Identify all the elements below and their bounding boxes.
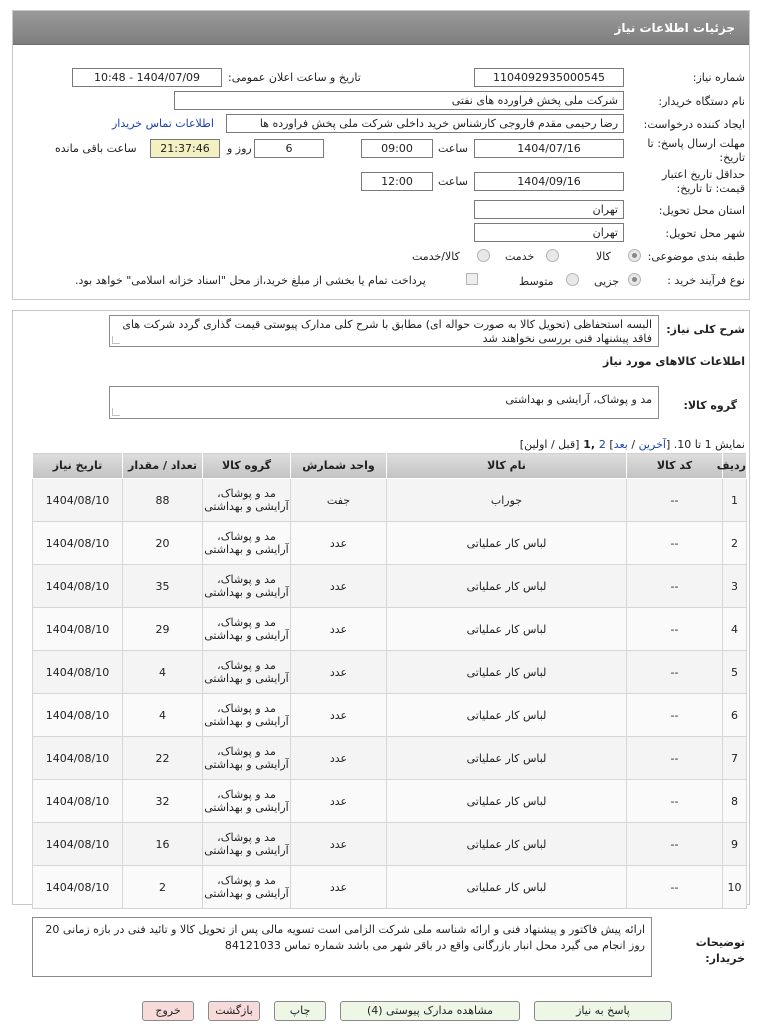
process-label: نوع فرآیند خرید : (667, 274, 745, 287)
category-option-both: کالا/خدمت (412, 250, 460, 263)
cell-item-name: لباس کار عملیاتی (387, 737, 627, 780)
cell-group: مد و پوشاک، آرایشی و بهداشتی (203, 823, 291, 866)
validity-label-2: قیمت: تا تاریخ: (676, 182, 745, 195)
cell-item-code: -- (627, 694, 723, 737)
table-row[interactable] (33, 565, 747, 608)
table-row[interactable] (33, 823, 747, 866)
deadline-date-field[interactable]: 1404/07/16 (474, 139, 624, 158)
time-remaining-field[interactable]: 21:37:46 (150, 139, 220, 158)
city-field[interactable]: تهران (474, 223, 624, 242)
back-button[interactable]: بازگشت (208, 1001, 260, 1021)
cell-item-name: لباس کار عملیاتی (387, 866, 627, 909)
view-attachments-button[interactable]: مشاهده مدارک پیوستی (4) (340, 1001, 520, 1021)
validity-label-1: حداقل تاریخ اعتبار (661, 168, 745, 181)
table-row[interactable] (33, 737, 747, 780)
column-header-group[interactable]: گروه کالا (203, 453, 291, 479)
cell-need-date: 1404/08/10 (33, 780, 123, 823)
pager-prefix: نمایش 1 تا 10. [ (665, 438, 745, 451)
cell-quantity: 4 (123, 694, 203, 737)
cell-group: مد و پوشاک، آرایشی و بهداشتی (203, 651, 291, 694)
table-row[interactable] (33, 608, 747, 651)
cell-row-number: 6 (723, 694, 747, 737)
creator-field[interactable]: رضا رحیمی مقدم فاروجی کارشناس خرید داخلی شرکت ملی پخش فراورده ها (226, 114, 624, 133)
cell-unit: عدد (291, 780, 387, 823)
cell-unit: عدد (291, 522, 387, 565)
category-radio-both[interactable] (477, 249, 490, 262)
validity-date-field[interactable]: 1404/09/16 (474, 172, 624, 191)
goods-info-title: اطلاعات کالاهای مورد نیاز (603, 355, 745, 368)
pager-mid: ] (605, 438, 614, 451)
cell-row-number: 9 (723, 823, 747, 866)
cell-quantity: 88 (123, 479, 203, 522)
deadline-label-1: مهلت ارسال پاسخ: تا (647, 137, 745, 150)
table-row[interactable] (33, 651, 747, 694)
cell-item-code: -- (627, 608, 723, 651)
column-header-row-number[interactable]: ردیف (723, 453, 747, 479)
cell-item-code: -- (627, 737, 723, 780)
buyer-notes-text: ارائه پیش فاکتور و پیشنهاد فنی و ارائه شناسه ملی شرکت الزامی است تسویه مالی پس از تحویل کالا و تائید فنی در بازه زمانی 20 روز انجام می گیرد محل انبار بازرگانی واقع در باقر شهر می باشد شماره تماس 84121033 (45, 923, 645, 952)
pager (520, 438, 745, 451)
cell-group: مد و پوشاک، آرایشی و بهداشتی (203, 737, 291, 780)
cell-need-date: 1404/08/10 (33, 823, 123, 866)
category-option-goods: کالا (596, 250, 611, 263)
pager-last-link[interactable]: آخرین (638, 438, 666, 451)
cell-quantity: 2 (123, 866, 203, 909)
days-remaining-field[interactable]: 6 (254, 139, 324, 158)
cell-item-name: لباس کار عملیاتی (387, 780, 627, 823)
cell-quantity: 20 (123, 522, 203, 565)
goods-group-textarea[interactable] (109, 386, 659, 419)
table-row[interactable] (33, 694, 747, 737)
cell-need-date: 1404/08/10 (33, 866, 123, 909)
cell-unit: عدد (291, 823, 387, 866)
cell-need-date: 1404/08/10 (33, 608, 123, 651)
pager-suffix: [قبل / اولین] (519, 438, 580, 451)
treasury-payment-checkbox[interactable] (466, 273, 478, 285)
process-option-minor: جزیی (594, 275, 620, 288)
process-radio-minor[interactable] (628, 273, 641, 286)
cell-need-date: 1404/08/10 (33, 479, 123, 522)
validity-time-field[interactable]: 12:00 (361, 172, 433, 191)
table-row[interactable] (33, 522, 747, 565)
cell-quantity: 29 (123, 608, 203, 651)
column-header-item-code[interactable]: کد کالا (627, 453, 723, 479)
time-remaining-label: ساعت باقی مانده (55, 142, 137, 155)
cell-row-number: 7 (723, 737, 747, 780)
print-button[interactable]: چاپ (274, 1001, 326, 1021)
pager-sep: / (627, 438, 639, 451)
pager-page-2-link[interactable]: 2 (598, 438, 606, 451)
cell-unit: عدد (291, 608, 387, 651)
announce-date-field[interactable]: 1404/07/09 - 10:48 (72, 68, 222, 87)
cell-item-code: -- (627, 780, 723, 823)
cell-quantity: 22 (123, 737, 203, 780)
cell-need-date: 1404/08/10 (33, 651, 123, 694)
cell-unit: عدد (291, 737, 387, 780)
cell-item-name: لباس کار عملیاتی (387, 608, 627, 651)
deadline-time-label: ساعت (438, 142, 468, 155)
cell-group: مد و پوشاک، آرایشی و بهداشتی (203, 565, 291, 608)
treasury-payment-note: پرداخت تمام یا بخشی از مبلغ خرید،از محل "اسناد خزانه اسلامی" خواهد بود. (75, 274, 426, 287)
goods-group-text: مد و پوشاک، آرایشی و بهداشتی (505, 393, 652, 406)
buyer-notes-label-1: توضیحات (695, 936, 745, 949)
need-number-label: شماره نیاز: (692, 71, 745, 84)
cell-row-number: 3 (723, 565, 747, 608)
cell-item-name: لباس کار عملیاتی (387, 694, 627, 737)
cell-unit: عدد (291, 866, 387, 909)
cell-group: مد و پوشاک، آرایشی و بهداشتی (203, 608, 291, 651)
category-option-service: خدمت (505, 250, 535, 263)
cell-row-number: 1 (723, 479, 747, 522)
cell-row-number: 2 (723, 522, 747, 565)
cell-unit: عدد (291, 694, 387, 737)
buyer-org-field[interactable]: شرکت ملی پخش فراورده های نفتی (174, 91, 624, 110)
cell-need-date: 1404/08/10 (33, 565, 123, 608)
column-header-need-date[interactable]: تاریخ نیاز (33, 453, 123, 479)
cell-item-code: -- (627, 823, 723, 866)
cell-need-date: 1404/08/10 (33, 522, 123, 565)
cell-row-number: 5 (723, 651, 747, 694)
cell-item-name: جوراب (387, 479, 627, 522)
cell-quantity: 4 (123, 651, 203, 694)
cell-quantity: 16 (123, 823, 203, 866)
cell-group: مد و پوشاک، آرایشی و بهداشتی (203, 780, 291, 823)
table-row[interactable] (33, 780, 747, 823)
summary-label: شرح کلی نیاز: (666, 323, 745, 336)
column-header-quantity[interactable]: تعداد / مقدار (123, 453, 203, 479)
goods-table (32, 452, 747, 909)
buyer-notes-textarea[interactable] (32, 917, 652, 977)
days-label: روز و (227, 142, 252, 155)
table-header-row (33, 453, 747, 479)
cell-unit: جفت (291, 479, 387, 522)
cell-need-date: 1404/08/10 (33, 737, 123, 780)
buyer-contact-link[interactable]: اطلاعات تماس خریدار (112, 117, 214, 130)
cell-group: مد و پوشاک، آرایشی و بهداشتی (203, 522, 291, 565)
pager-current-page: ,1 (579, 438, 599, 451)
cell-item-name: لباس کار عملیاتی (387, 522, 627, 565)
buyer-notes-label-2: خریدار: (705, 952, 745, 965)
cell-item-name: لباس کار عملیاتی (387, 823, 627, 866)
cell-item-code: -- (627, 479, 723, 522)
cell-need-date: 1404/08/10 (33, 694, 123, 737)
cell-item-code: -- (627, 565, 723, 608)
goods-group-label: گروه کالا: (683, 399, 737, 412)
cell-item-name: لباس کار عملیاتی (387, 565, 627, 608)
summary-textarea[interactable] (109, 315, 659, 347)
cell-group: مد و پوشاک، آرایشی و بهداشتی (203, 866, 291, 909)
cell-quantity: 32 (123, 780, 203, 823)
column-header-item-name[interactable]: نام کالا (387, 453, 627, 479)
exit-button[interactable]: خروج (142, 1001, 194, 1021)
category-label: طبقه بندی موضوعی: (647, 250, 745, 263)
creator-label: ایجاد کننده درخواست: (643, 118, 745, 131)
cell-row-number: 4 (723, 608, 747, 651)
buyer-org-label: نام دستگاه خریدار: (658, 95, 745, 108)
cell-row-number: 10 (723, 866, 747, 909)
category-radio-goods[interactable] (628, 249, 641, 262)
column-header-unit[interactable]: واحد شمارش (291, 453, 387, 479)
resize-handle-icon[interactable] (112, 336, 120, 344)
need-number-field[interactable]: 1104092935000545 (474, 68, 624, 87)
pager-next-link[interactable]: بعد (613, 438, 628, 451)
cell-row-number: 8 (723, 780, 747, 823)
cell-item-code: -- (627, 866, 723, 909)
process-option-medium: متوسط (519, 275, 554, 288)
cell-quantity: 35 (123, 565, 203, 608)
table-row[interactable] (33, 866, 747, 909)
summary-text: البسه استحفاظی (تحویل کالا به صورت حواله ای) مطابق با شرح کلی مدارک پیوستی قیمت گذاری گردد شرکت های فاقد پیشنهاد فنی بررسی نخواهند شد (122, 318, 652, 345)
cell-item-name: لباس کار عملیاتی (387, 651, 627, 694)
deadline-label-2: تاریخ: (719, 151, 745, 164)
deadline-time-field[interactable]: 09:00 (361, 139, 433, 158)
cell-unit: عدد (291, 651, 387, 694)
reply-button[interactable]: پاسخ به نیاز (534, 1001, 672, 1021)
table-row[interactable] (33, 479, 747, 522)
cell-item-code: -- (627, 651, 723, 694)
cell-unit: عدد (291, 565, 387, 608)
province-label: استان محل تحویل: (658, 204, 745, 217)
province-field[interactable]: تهران (474, 200, 624, 219)
cell-group: مد و پوشاک، آرایشی و بهداشتی (203, 694, 291, 737)
city-label: شهر محل تحویل: (665, 227, 745, 240)
announce-date-label: تاریخ و ساعت اعلان عمومی: (228, 71, 361, 84)
validity-time-label: ساعت (438, 175, 468, 188)
panel-title: جزئیات اطلاعات نیاز (13, 11, 749, 45)
category-radio-service[interactable] (546, 249, 559, 262)
cell-item-code: -- (627, 522, 723, 565)
cell-group: مد و پوشاک، آرایشی و بهداشتی (203, 479, 291, 522)
resize-handle-icon[interactable] (112, 408, 120, 416)
process-radio-medium[interactable] (566, 273, 579, 286)
